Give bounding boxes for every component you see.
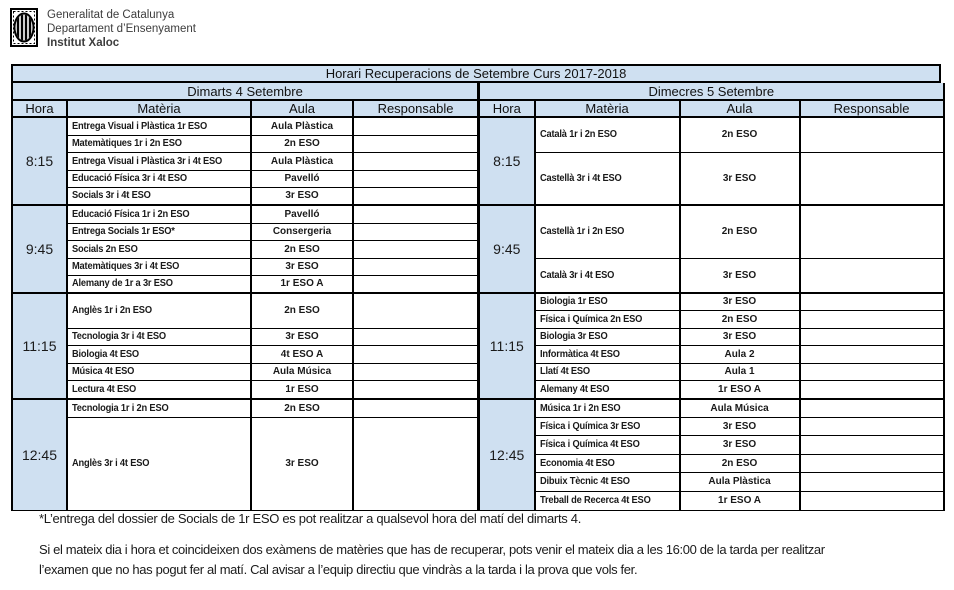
responsable-cell <box>800 435 944 454</box>
aula-cell: Aula 2 <box>680 345 800 363</box>
aula-cell: 2n ESO <box>251 399 353 417</box>
responsable-cell <box>353 328 478 345</box>
materia-text: Castellà 1r i 2n ESO <box>539 226 624 238</box>
materia-cell <box>67 363 251 380</box>
materia-cell <box>67 135 251 152</box>
materia-text: Entrega Visual i Plàstica 1r ESO <box>72 120 207 132</box>
aula-cell: 3r ESO <box>680 328 800 345</box>
materia-text: Socials 3r i 4t ESO <box>72 190 151 202</box>
responsable-cell <box>800 363 944 380</box>
aula-cell: Aula 1 <box>680 363 800 380</box>
materia-text: Alemany de 1r a 3r ESO <box>72 278 173 290</box>
responsable-cell <box>800 258 944 293</box>
hour-cell: 11:15 <box>12 293 67 399</box>
materia-text: Tecnologia 3r i 4t ESO <box>72 331 166 342</box>
materia-cell <box>67 117 251 135</box>
responsable-cell <box>353 152 478 170</box>
materia-cell <box>67 399 251 417</box>
materia-text: Biologia 1r ESO <box>539 296 608 308</box>
materia-cell <box>67 240 251 258</box>
responsable-cell <box>353 170 478 187</box>
hour-cell: 12:45 <box>480 399 535 510</box>
col-header-aula: Aula <box>680 100 800 117</box>
materia-text: Física i Química 3r ESO <box>539 420 640 432</box>
col-header-hora: Hora <box>12 100 67 117</box>
materia-cell <box>67 328 251 345</box>
materia-text: Català 1r i 2n ESO <box>539 129 617 141</box>
materia-text: Educació Física 3r i 4t ESO <box>72 173 187 184</box>
materia-cell <box>535 345 680 363</box>
materia-text: Dibuix Tècnic 4t ESO <box>539 476 630 487</box>
aula-cell: Aula Plàstica <box>680 472 800 491</box>
aula-cell: 3r ESO <box>251 258 353 275</box>
letterhead <box>10 8 196 50</box>
materia-cell <box>535 310 680 328</box>
materia-text: Educació Física 1r i 2n ESO <box>72 208 190 220</box>
materia-cell <box>535 417 680 435</box>
materia-cell <box>535 435 680 454</box>
responsable-cell <box>800 152 944 205</box>
responsable-cell <box>353 205 478 223</box>
responsable-cell <box>353 135 478 152</box>
footnote: *L’entrega del dossier de Socials de 1r ESO es pot realitzar a qualsevol hora del matí del dimarts 4. <box>39 511 582 526</box>
materia-cell <box>535 117 680 152</box>
materia-text: Física i Química 4t ESO <box>539 439 640 450</box>
responsable-cell <box>353 275 478 293</box>
materia-text: Música 4t ESO <box>72 366 135 377</box>
materia-text: Física i Química 2n ESO <box>539 313 642 325</box>
materia-text: Entrega Socials 1r ESO* <box>72 226 175 237</box>
materia-text: Anglès 1r i 2n ESO <box>72 305 152 317</box>
responsable-cell <box>800 399 944 417</box>
table-body <box>11 83 941 511</box>
responsable-cell <box>353 117 478 135</box>
hour-cell: 9:45 <box>480 205 535 293</box>
aula-cell: 1r ESO A <box>680 380 800 399</box>
responsable-cell <box>353 293 478 328</box>
materia-cell <box>535 491 680 510</box>
responsable-cell <box>353 240 478 258</box>
materia-cell <box>67 380 251 399</box>
materia-text: Matemàtiques 1r i 2n ESO <box>72 138 182 149</box>
materia-text: Català 3r i 4t ESO <box>539 269 614 281</box>
letterhead-text <box>47 8 196 50</box>
materia-cell <box>67 417 251 510</box>
aula-cell: Pavelló <box>251 170 353 187</box>
materia-text: Biologia 4t ESO <box>72 348 139 360</box>
responsable-cell <box>353 417 478 510</box>
materia-cell <box>67 152 251 170</box>
materia-cell <box>535 152 680 205</box>
materia-cell <box>535 258 680 293</box>
aula-cell: Aula Música <box>680 399 800 417</box>
hour-cell: 8:15 <box>12 117 67 205</box>
aula-cell: Aula Música <box>251 363 353 380</box>
responsable-cell <box>800 328 944 345</box>
col-header-responsable: Responsable <box>353 100 478 117</box>
col-header-responsable: Responsable <box>800 100 944 117</box>
materia-text: Economia 4t ESO <box>539 457 615 469</box>
responsable-cell <box>800 454 944 472</box>
aula-cell: 3r ESO <box>251 328 353 345</box>
aula-cell: Aula Plàstica <box>251 117 353 135</box>
aula-cell: 3r ESO <box>680 258 800 293</box>
aula-cell: Consergeria <box>251 223 353 240</box>
responsable-cell <box>800 345 944 363</box>
materia-text: Alemany 4t ESO <box>539 383 609 395</box>
responsable-cell <box>800 117 944 152</box>
aula-cell: 3r ESO <box>680 417 800 435</box>
materia-cell <box>67 258 251 275</box>
materia-cell <box>67 187 251 205</box>
materia-cell <box>67 275 251 293</box>
hour-cell: 12:45 <box>12 399 67 510</box>
aula-cell: 1r ESO <box>251 380 353 399</box>
org-line-1: Generalitat de Catalunya <box>47 9 175 21</box>
materia-text: Anglès 3r i 4t ESO <box>72 458 150 469</box>
day-header-right: Dimecres 5 Setembre <box>480 83 944 100</box>
materia-cell <box>67 223 251 240</box>
afternoon-note <box>39 540 825 579</box>
aula-cell: 1r ESO A <box>251 275 353 293</box>
col-header-materia: Matèria <box>535 100 680 117</box>
aula-cell: 3r ESO <box>251 417 353 510</box>
responsable-cell <box>800 472 944 491</box>
responsable-cell <box>353 399 478 417</box>
org-line-3: Institut Xaloc <box>47 37 120 49</box>
note-line-2: l’examen que no has pogut fer al matí. Cal avisar a l’equip directiu que vindràs a la tarda i la prova que vols fer. <box>39 561 638 577</box>
materia-cell <box>67 345 251 363</box>
aula-cell: 2n ESO <box>251 293 353 328</box>
aula-cell: 2n ESO <box>251 135 353 152</box>
responsable-cell <box>800 205 944 258</box>
hour-cell: 11:15 <box>480 293 535 399</box>
aula-cell: 3r ESO <box>251 187 353 205</box>
materia-cell <box>535 380 680 399</box>
aula-cell: Pavelló <box>251 205 353 223</box>
aula-cell: 3r ESO <box>680 435 800 454</box>
materia-cell <box>535 293 680 310</box>
aula-cell: 2n ESO <box>680 117 800 152</box>
materia-cell <box>535 328 680 345</box>
materia-cell <box>535 454 680 472</box>
aula-cell: 3r ESO <box>680 152 800 205</box>
note-line-1: Si el mateix dia i hora et coincideixen dos exàmens de matèries que has de recuperar, pots venir el mateix dia a les 16:00 de la tarda per realitzar <box>39 542 825 557</box>
hour-cell: 8:15 <box>480 117 535 205</box>
hour-cell: 9:45 <box>12 205 67 293</box>
materia-text: Música 1r i 2n ESO <box>539 402 620 414</box>
aula-cell: 4t ESO A <box>251 345 353 363</box>
responsable-cell <box>353 223 478 240</box>
table-title: Horari Recuperacions de Setembre Curs 2017-2018 <box>11 64 941 83</box>
aula-cell: 2n ESO <box>680 205 800 258</box>
materia-cell <box>535 399 680 417</box>
responsable-cell <box>800 491 944 510</box>
aula-cell: 3r ESO <box>680 293 800 310</box>
responsable-cell <box>353 380 478 399</box>
aula-cell: 2n ESO <box>251 240 353 258</box>
schedule-right <box>479 83 945 511</box>
aula-cell: 1r ESO A <box>680 491 800 510</box>
responsable-cell <box>353 363 478 380</box>
materia-text: Socials 2n ESO <box>72 243 138 255</box>
materia-text: Lectura 4t ESO <box>72 383 137 395</box>
responsable-cell <box>800 310 944 328</box>
materia-cell <box>535 205 680 258</box>
materia-cell <box>67 170 251 187</box>
generalitat-logo <box>10 8 38 47</box>
day-header-left: Dimarts 4 Setembre <box>12 83 478 100</box>
col-header-materia: Matèria <box>67 100 251 117</box>
materia-text: Matemàtiques 3r i 4t ESO <box>72 261 180 272</box>
org-line-2: Departament d’Ensenyament <box>47 23 196 35</box>
materia-cell <box>67 205 251 223</box>
materia-text: Informàtica 4t ESO <box>539 348 620 360</box>
responsable-cell <box>353 258 478 275</box>
aula-cell: 2n ESO <box>680 310 800 328</box>
materia-text: Treball de Recerca 4t ESO <box>539 495 651 506</box>
materia-text: Llatí 4t ESO <box>539 366 590 377</box>
materia-text: Tecnologia 1r i 2n ESO <box>72 402 169 414</box>
col-header-hora: Hora <box>480 100 535 117</box>
materia-cell <box>535 472 680 491</box>
materia-cell <box>535 363 680 380</box>
responsable-cell <box>353 187 478 205</box>
col-header-aula: Aula <box>251 100 353 117</box>
materia-text: Castellà 3r i 4t ESO <box>539 172 622 184</box>
responsable-cell <box>353 345 478 363</box>
materia-cell <box>67 293 251 328</box>
materia-text: Biologia 3r ESO <box>539 331 608 342</box>
aula-cell: Aula Plàstica <box>251 152 353 170</box>
responsable-cell <box>800 417 944 435</box>
schedule-left <box>11 83 479 511</box>
aula-cell: 2n ESO <box>680 454 800 472</box>
responsable-cell <box>800 293 944 310</box>
responsable-cell <box>800 380 944 399</box>
schedule-table <box>11 64 941 511</box>
materia-text: Entrega Visual i Plàstica 3r i 4t ESO <box>72 155 223 167</box>
